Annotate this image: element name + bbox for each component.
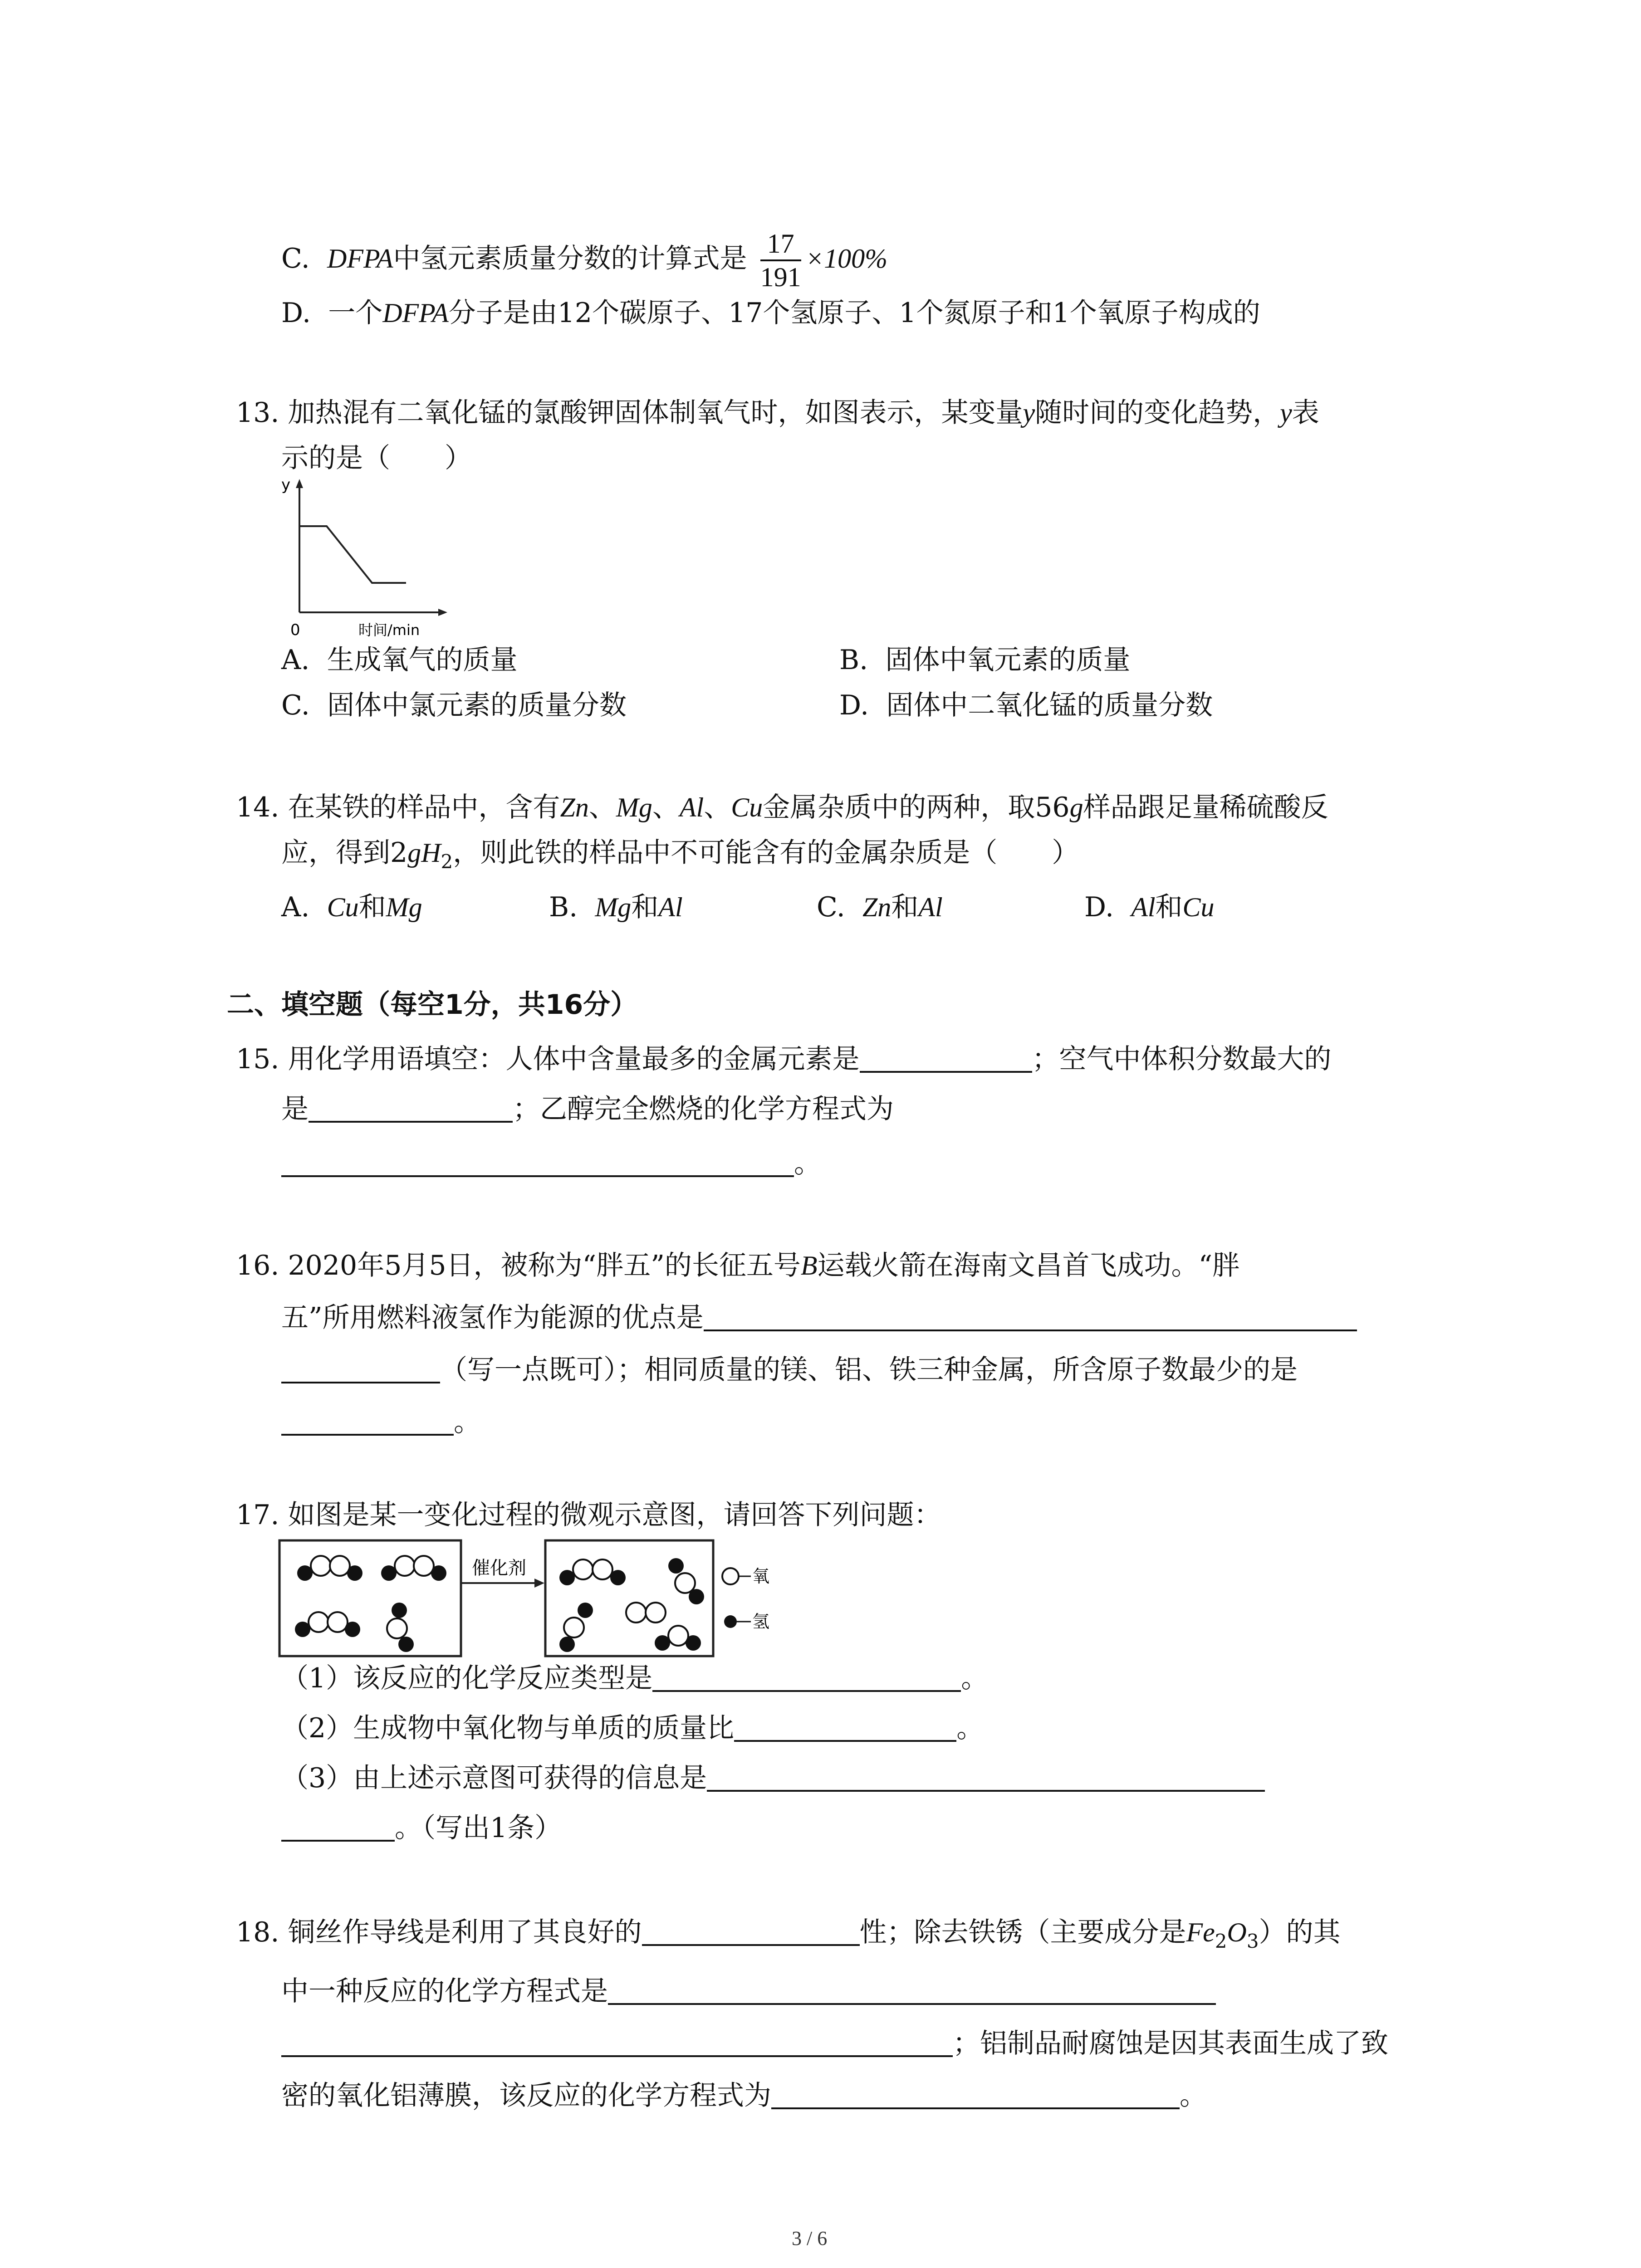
question-text: 五”所用燃料液氢作为能源的优点是	[281, 1302, 704, 1334]
option-letter: D.	[839, 689, 869, 721]
water-molecule	[655, 1626, 701, 1651]
section-title: 二、填空题（每空1分，共16分）	[227, 989, 638, 1021]
formula-fe: Fe	[1186, 1917, 1215, 1947]
option-symbol: Zn	[862, 892, 892, 922]
q12-option-c	[281, 213, 887, 304]
option-text: 和	[891, 891, 919, 923]
symbol-zn: Zn	[560, 792, 589, 822]
option-symbol: Mg	[595, 892, 632, 922]
before-box	[279, 1540, 461, 1656]
q13-option-d	[839, 687, 1213, 723]
formula-dfpa: DFPA	[382, 298, 449, 328]
q17-sub3	[281, 1760, 1265, 1796]
option-letter: C.	[817, 891, 845, 923]
answer-blank[interactable]	[707, 1762, 1265, 1792]
subscript: 2	[441, 850, 453, 873]
q13-stem-line1	[236, 395, 1319, 431]
q16-line4	[281, 1404, 481, 1440]
fraction	[760, 228, 801, 293]
option-text: 和	[631, 891, 659, 923]
option-text: 固体中氯元素的质量分数	[327, 689, 627, 721]
question-number: 18.	[236, 1916, 279, 1948]
question-text: 在某铁的样品中，含有	[288, 792, 560, 823]
question-text: 运载火箭在海南文昌首飞成功。“胖	[817, 1250, 1240, 1281]
option-symbol: Cu	[327, 892, 359, 922]
separator: 、	[652, 792, 680, 823]
question-text: 金属杂质中的两种，取56	[763, 792, 1070, 823]
q18-line1	[236, 1914, 1341, 1960]
option-letter: D.	[281, 297, 311, 329]
option-text: 固体中氧元素的质量	[885, 644, 1131, 676]
q17-sub2	[281, 1710, 984, 1746]
answer-blank[interactable]	[281, 1406, 454, 1436]
question-text: 中一种反应的化学方程式是	[281, 1975, 608, 2007]
legend-oxygen-label: 氧	[752, 1566, 770, 1586]
x-axis-label: 时间/min	[358, 621, 420, 639]
option-text: 和	[1155, 891, 1183, 923]
q16-line1	[236, 1247, 1239, 1284]
q13-option-c	[281, 687, 627, 723]
formula-dfpa: DFPA	[327, 244, 393, 274]
q13-graph	[272, 476, 463, 644]
legend-oxygen	[722, 1566, 769, 1586]
option-text: 中氢元素质量分数的计算式是	[393, 243, 747, 274]
question-text: 铜丝作导线是利用了其良好的	[288, 1916, 642, 1948]
option-letter: A.	[281, 644, 310, 676]
q13-option-b	[839, 642, 1130, 678]
answer-blank[interactable]	[608, 1975, 1216, 2005]
answer-blank[interactable]	[281, 1812, 395, 1842]
q15-line3	[281, 1145, 821, 1182]
question-text: ；铝制品耐腐蚀是因其表面生成了致	[953, 2028, 1388, 2059]
q16-line3	[281, 1352, 1298, 1388]
subscript: 2	[1215, 1930, 1227, 1952]
legend-hydrogen	[724, 1612, 769, 1632]
question-text: 。	[956, 1712, 984, 1744]
option-letter: D.	[1084, 891, 1114, 923]
option-tail: ×100%	[805, 244, 888, 274]
option-text: 固体中二氧化锰的质量分数	[886, 689, 1213, 721]
q18-line4	[281, 2077, 1207, 2114]
question-text: ；乙醇完全燃烧的化学方程式为	[513, 1093, 894, 1125]
water-molecule	[668, 1558, 704, 1604]
question-text: 样品跟足量稀硫酸反	[1083, 792, 1328, 823]
question-text: 用化学用语填空：人体中含量最多的金属元素是	[288, 1043, 860, 1075]
answer-blank[interactable]	[860, 1043, 1032, 1073]
q14-option-b	[549, 889, 683, 925]
option-symbol: Al	[918, 892, 943, 922]
question-text: 加热混有二氧化锰的氯酸钾固体制氧气时，如图表示，某变量	[288, 397, 1023, 429]
symbol-cu: Cu	[731, 792, 763, 822]
answer-blank[interactable]	[704, 1301, 1357, 1331]
option-letter: C.	[281, 689, 310, 721]
question-text: ；空气中体积分数最大的	[1032, 1043, 1332, 1075]
fraction-numerator: 17	[760, 228, 801, 261]
q15-line2	[281, 1091, 894, 1127]
subscript: 3	[1246, 1930, 1259, 1952]
unit-g: g	[1069, 792, 1083, 822]
q16-line2	[281, 1300, 1357, 1336]
q14-stem-line2	[281, 835, 1079, 880]
option-text: 一个	[328, 297, 383, 329]
q14-option-d	[1084, 889, 1215, 925]
y-axis-arrow	[296, 479, 303, 488]
question-text: 密的氧化铝薄膜，该反应的化学方程式为	[281, 2080, 771, 2112]
q18-line2	[281, 1973, 1216, 2009]
q17-micro-diagram	[277, 1538, 785, 1660]
option-symbol: Cu	[1182, 892, 1215, 922]
option-text: 生成氧气的质量	[327, 644, 518, 676]
answer-blank[interactable]	[734, 1712, 956, 1742]
separator: 、	[704, 792, 731, 823]
option-text: 和	[358, 891, 386, 923]
variable-y: y	[1023, 398, 1035, 428]
option-symbol: Al	[658, 892, 683, 922]
answer-blank[interactable]	[309, 1093, 513, 1123]
h2o2-molecule	[297, 1556, 362, 1581]
legend-hydrogen-label: 氢	[752, 1612, 770, 1632]
question-text: 。	[961, 1662, 989, 1694]
q12-option-d	[281, 295, 1260, 331]
option-symbol: Al	[1131, 892, 1156, 922]
answer-blank[interactable]	[642, 1916, 860, 1946]
symbol-mg: Mg	[616, 792, 652, 822]
page-number: 3 / 6	[792, 2227, 828, 2249]
question-text: （2）生成物中氧化物与单质的质量比	[281, 1712, 735, 1744]
x-axis-arrow	[438, 609, 447, 616]
question-text: 。（写出1条）	[395, 1812, 562, 1844]
q18-line3	[281, 2025, 1388, 2062]
q13-option-a	[281, 642, 518, 678]
answer-blank[interactable]	[281, 2027, 953, 2057]
question-text: 如图是某一变化过程的微观示意图，请回答下列问题：	[288, 1499, 941, 1531]
catalyst-label: 催化剂	[472, 1558, 526, 1579]
option-letter: A.	[281, 891, 310, 923]
option-text: 分子是由12个碳原子、17个氢原子、1个氮原子和1个氧原子构成的	[448, 297, 1260, 329]
q14-option-a	[281, 889, 422, 925]
formula-o: O	[1227, 1917, 1247, 1947]
trend-line	[299, 526, 406, 583]
separator: 、	[588, 792, 616, 823]
question-text: 。	[1180, 2080, 1207, 2112]
option-symbol: Mg	[386, 892, 422, 922]
symbol-al: Al	[679, 792, 704, 822]
oxygen-molecule	[626, 1603, 666, 1623]
answer-blank[interactable]	[281, 1147, 794, 1177]
question-text: （1）该反应的化学反应类型是	[281, 1662, 653, 1694]
question-text: 。	[454, 1406, 481, 1438]
h2o2-molecule	[387, 1603, 414, 1652]
question-text: 性；除去铁锈（主要成分是	[859, 1916, 1186, 1948]
question-text: 示的是（ ）	[281, 442, 472, 474]
question-text: （3）由上述示意图可获得的信息是	[281, 1762, 707, 1794]
q15-line1	[236, 1041, 1332, 1077]
option-letter: B.	[549, 891, 578, 923]
question-number: 17.	[236, 1499, 279, 1531]
question-number: 13.	[236, 397, 279, 429]
h2o2-molecule	[295, 1612, 360, 1637]
question-number: 16.	[236, 1250, 279, 1281]
water-molecule	[559, 1603, 593, 1652]
question-text: 。	[794, 1148, 821, 1179]
option-letter: C.	[281, 243, 310, 274]
origin-label: 0	[290, 621, 300, 639]
question-text: 应，得到2	[281, 837, 408, 869]
question-text: ）的其	[1259, 1916, 1341, 1948]
answer-blank[interactable]	[281, 1354, 440, 1383]
question-number: 14.	[236, 792, 279, 823]
answer-blank[interactable]	[652, 1662, 961, 1692]
question-text: （写一点既可）；相同质量的镁、铝、铁三种金属，所含原子数最少的是	[440, 1354, 1298, 1386]
q17-sub3-cont	[281, 1810, 562, 1846]
formula-h2: gH	[407, 838, 441, 868]
fraction-denominator: 191	[760, 262, 801, 293]
option-letter: B.	[839, 644, 868, 676]
question-text: 2020年5月5日，被称为“胖五”的长征五号	[288, 1250, 801, 1281]
y-axis-label: y	[281, 476, 291, 494]
letter-b: B	[800, 1251, 818, 1281]
question-text: ，则此铁的样品中不可能含有的金属杂质是（ ）	[453, 837, 1079, 869]
question-number: 15.	[236, 1043, 279, 1075]
h2o2-molecule	[381, 1556, 446, 1581]
reaction-arrowhead	[534, 1579, 544, 1588]
water-molecule	[559, 1559, 626, 1585]
variable-y: y	[1280, 398, 1292, 428]
q14-option-c	[817, 889, 943, 925]
question-text: 表	[1292, 397, 1319, 429]
q13-stem-line2	[281, 440, 472, 476]
question-text: 是	[281, 1093, 309, 1125]
q14-stem-line1	[236, 789, 1328, 826]
answer-blank[interactable]	[771, 2079, 1180, 2109]
q17-stem	[236, 1497, 941, 1533]
question-text: 随时间的变化趋势，	[1035, 397, 1280, 429]
q17-sub1	[281, 1660, 988, 1696]
